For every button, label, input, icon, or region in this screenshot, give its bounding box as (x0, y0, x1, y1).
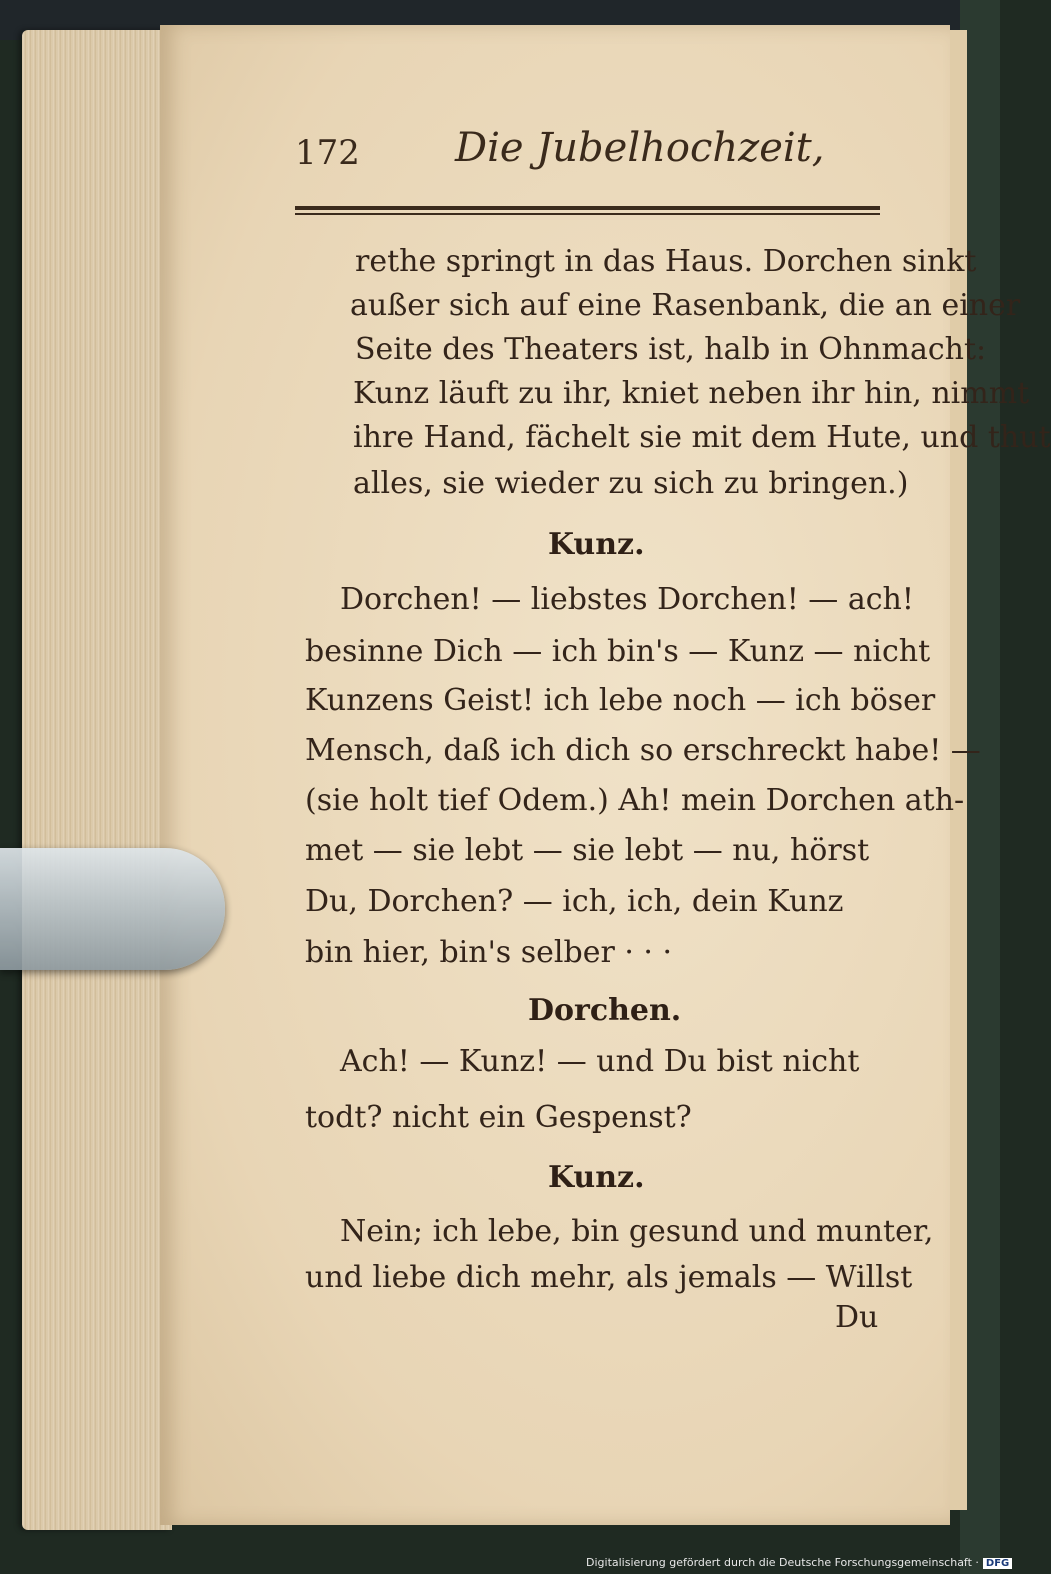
book-page-edges (22, 30, 172, 1530)
text-line: Kunz läuft zu ihr, kniet neben ihr hin, nimmt (353, 376, 1030, 411)
text-line: ihre Hand, fächelt sie mit dem Hute, und thut (353, 420, 1051, 455)
text-line: Nein; ich lebe, bin gesund und munter, (340, 1214, 934, 1249)
text-line: besinne Dich — ich bin's — Kunz — nicht (305, 634, 931, 669)
credit-text: Digitalisierung gefördert durch die Deutsche Forschungsgemeinschaft · (586, 1556, 979, 1569)
text-line: alles, sie wieder zu sich zu bringen.) (353, 466, 909, 501)
page-holder-clip (0, 848, 225, 970)
text-line: todt? nicht ein Gespenst? (305, 1100, 692, 1135)
text-line: Kunzens Geist! ich lebe noch — ich böser (305, 683, 936, 718)
header-rule-thin (295, 213, 880, 215)
speaker-name: Kunz. (548, 1160, 645, 1195)
text-line: (sie holt tief Odem.) Ah! mein Dorchen ath- (305, 783, 965, 818)
text-line: Seite des Theaters ist, halb in Ohnmacht: (355, 332, 987, 367)
dfg-logo: DFG (983, 1558, 1012, 1569)
text-line: bin hier, bin's selber · · · (305, 935, 673, 970)
header-rule (295, 206, 880, 210)
text-line: außer sich auf eine Rasenbank, die an einer (350, 288, 1021, 323)
speaker-name: Dorchen. (528, 993, 682, 1028)
page-number: 172 (295, 133, 360, 173)
text-line: und liebe dich mehr, als jemals — Willst (305, 1260, 913, 1295)
speaker-name: Kunz. (548, 527, 645, 562)
digitization-credit (586, 1556, 1012, 1569)
text-line: met — sie lebt — sie lebt — nu, hörst (305, 833, 870, 868)
text-line: Dorchen! — liebstes Dorchen! — ach! (340, 582, 914, 617)
running-title: Die Jubelhochzeit, (455, 125, 825, 171)
text-line: Ach! — Kunz! — und Du bist nicht (340, 1044, 860, 1079)
text-line: Du, Dorchen? — ich, ich, dein Kunz (305, 884, 844, 919)
text-line: rethe springt in das Haus. Dorchen sinkt (355, 244, 977, 279)
text-line: Mensch, daß ich dich so erschreckt habe! — (305, 733, 981, 768)
catchword: Du (835, 1300, 879, 1335)
page-header (295, 125, 895, 185)
